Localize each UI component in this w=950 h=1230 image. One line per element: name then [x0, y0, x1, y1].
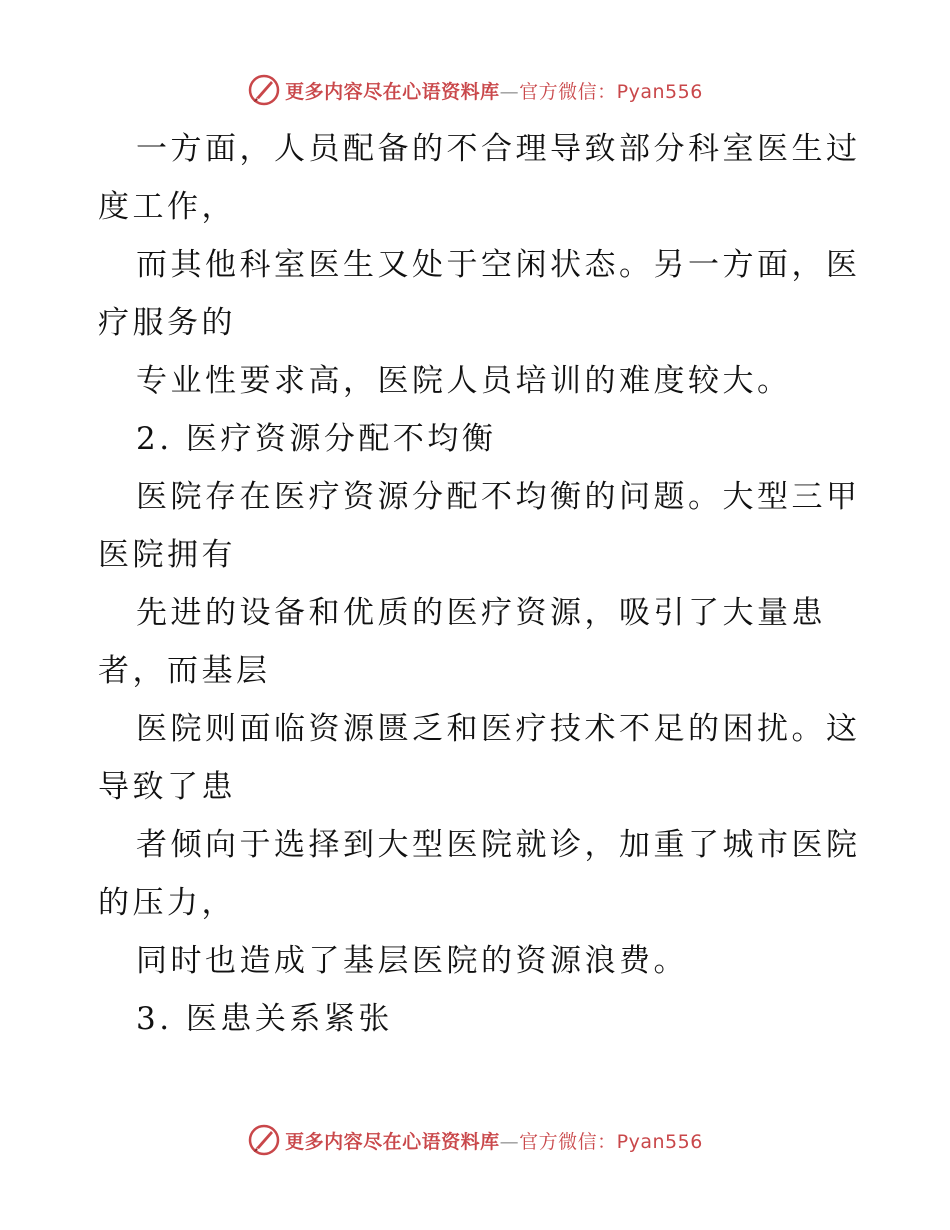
text-line: 医院存在医疗资源分配不均衡的问题。大型三甲 [136, 479, 861, 515]
feather-pen-logo-icon [247, 73, 281, 107]
banner-text [285, 77, 703, 104]
text-line: 者倾向于选择到大型医院就诊，加重了城市医院 [136, 827, 861, 863]
banner-separator: — [499, 80, 520, 103]
banner-separator: — [499, 1130, 520, 1153]
text-line: 医院拥有 [98, 537, 236, 573]
text-line: 2. 医疗资源分配不均衡 [136, 421, 497, 457]
page-header-banner [0, 70, 950, 110]
banner-text [285, 1127, 703, 1154]
banner-wechat-text: 官方微信：Pyan556 [519, 80, 703, 103]
text-line: 3. 医患关系紧张 [136, 1001, 393, 1037]
text-line: 先进的设备和优质的医疗资源，吸引了大量患 [136, 595, 826, 631]
text-line: 医院则面临资源匮乏和医疗技术不足的困扰。这 [136, 711, 861, 747]
text-line: 的压力， [98, 885, 236, 921]
document-body [98, 120, 861, 1048]
text-line: 导致了患 [98, 769, 236, 805]
text-line: 疗服务的 [98, 305, 236, 341]
text-line: 同时也造成了基层医院的资源浪费。 [136, 943, 688, 979]
text-line: 一方面，人员配备的不合理导致部分科室医生过 [136, 131, 861, 167]
text-line: 专业性要求高，医院人员培训的难度较大。 [136, 363, 792, 399]
page-footer-banner [0, 1120, 950, 1160]
feather-pen-logo-icon [247, 1123, 281, 1157]
banner-wechat-text: 官方微信：Pyan556 [519, 1130, 703, 1153]
banner-main-text: 更多内容尽在心语资料库 [285, 80, 500, 103]
banner-main-text: 更多内容尽在心语资料库 [285, 1130, 500, 1153]
text-line: 而其他科室医生又处于空闲状态。另一方面，医 [136, 247, 861, 283]
text-line: 者，而基层 [98, 653, 271, 689]
text-line: 度工作， [98, 189, 236, 225]
